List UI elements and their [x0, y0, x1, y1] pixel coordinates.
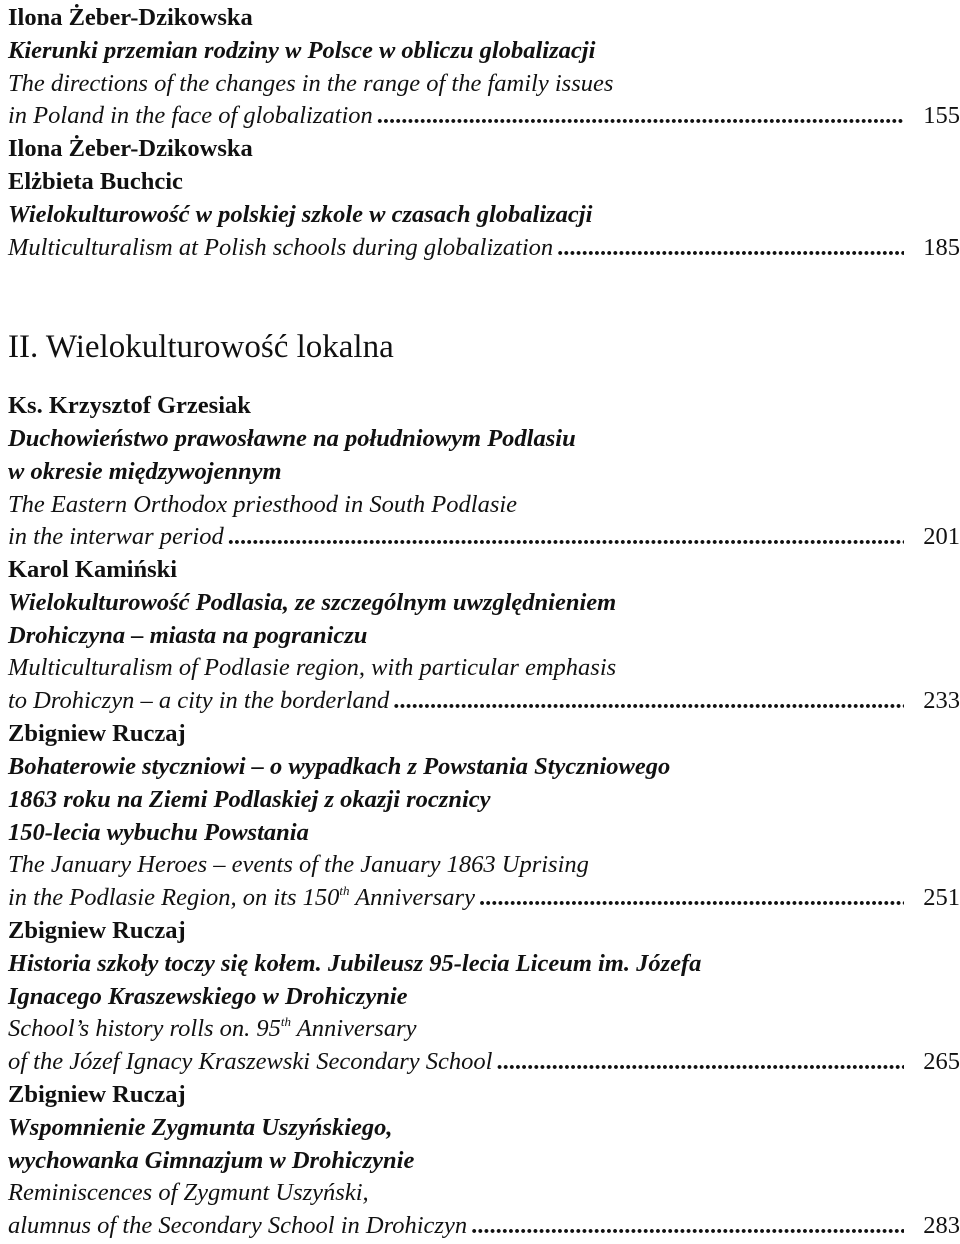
toc-entry-line [8, 685, 960, 717]
dot-leader [557, 232, 904, 264]
author-name: Karol Kamiński [8, 556, 178, 583]
entry-title-polish: Ignacego Kraszewskiego w Drohiczynie [8, 983, 408, 1010]
author-name: Ks. Krzysztof Grzesiak [8, 392, 251, 419]
dot-leader [471, 1210, 904, 1242]
dot-leader [228, 521, 904, 553]
entry-title-english: to Drohiczyn – a city in the borderland [8, 687, 390, 714]
toc-entry-line [8, 232, 960, 264]
entry-title-polish: Wspomnienie Zygmunta Uszyńskiego, [8, 1114, 393, 1141]
entry-title-english: of the Józef Ignacy Kraszewski Secondary School [8, 1048, 493, 1075]
entry-title-english: in the interwar period [8, 523, 224, 550]
dot-leader [496, 1046, 904, 1078]
author-name: Zbigniew Ruczaj [8, 720, 186, 747]
dot-leader [393, 685, 904, 717]
dot-leader [479, 882, 904, 914]
author-name: Ilona Żeber-Dzikowska [8, 135, 253, 162]
entry-title-polish: 150-lecia wybuchu Powstania [8, 819, 309, 846]
page-number: 201 [923, 523, 960, 550]
toc-entry-line [8, 100, 960, 132]
entry-title-polish: Historia szkoły toczy się kołem. Jubileusz 95-lecia Liceum im. Józefa [8, 950, 702, 977]
page-number: 283 [923, 1212, 960, 1239]
entry-title-polish: Drohiczyna – miasta na pograniczu [8, 622, 368, 649]
toc-entry-line [8, 1046, 960, 1078]
page-number: 251 [923, 884, 960, 911]
toc-entry-line [8, 1210, 960, 1242]
entry-title-english: alumnus of the Secondary School in Drohiczyn [8, 1212, 468, 1239]
entry-title-polish: Kierunki przemian rodziny w Polsce w obliczu globalizacji [8, 37, 596, 64]
entry-title-english: The directions of the changes in the range of the family issues [8, 70, 614, 97]
author-name: Zbigniew Ruczaj [8, 917, 186, 944]
author-name: Elżbieta Buchcic [8, 168, 183, 195]
entry-title-english: Multiculturalism at Polish schools during globalization [8, 234, 554, 261]
page-number: 185 [923, 234, 960, 261]
entry-title-english: School’s history rolls on. 95th Anniversary [8, 1014, 417, 1042]
author-name: Zbigniew Ruczaj [8, 1081, 186, 1108]
toc-entry-line [8, 521, 960, 553]
section-heading: II. Wielokulturowość lokalna [8, 329, 394, 365]
author-name: Ilona Żeber-Dzikowska [8, 4, 253, 31]
entry-title-english: The January Heroes – events of the January 1863 Uprising [8, 851, 589, 878]
entry-title-polish: Wielokulturowość Podlasia, ze szczególnym uwzględnieniem [8, 589, 617, 616]
entry-title-polish: w okresie międzywojennym [8, 458, 282, 485]
entry-title-polish: Wielokulturowość w polskiej szkole w czasach globalizacji [8, 201, 593, 228]
entry-title-english: Reminiscences of Zygmunt Uszyński, [8, 1179, 369, 1206]
entry-title-polish: wychowanka Gimnazjum w Drohiczynie [8, 1147, 415, 1174]
entry-title-polish: Duchowieństwo prawosławne na południowym Podlasiu [8, 425, 576, 452]
toc-entry-line [8, 882, 960, 914]
page-number: 265 [923, 1048, 960, 1075]
entry-title-english: The Eastern Orthodox priesthood in South Podlasie [8, 491, 518, 518]
page-number: 155 [923, 102, 960, 129]
entry-title-polish: Bohaterowie styczniowi – o wypadkach z Powstania Styczniowego [8, 753, 671, 780]
entry-title-english: Multiculturalism of Podlasie region, with particular emphasis [8, 654, 617, 681]
page-number: 233 [923, 687, 960, 714]
entry-title-english: in the Podlasie Region, on its 150th Anniversary [8, 883, 475, 911]
entry-title-english: in Poland in the face of globalization [8, 102, 373, 129]
entry-title-polish: 1863 roku na Ziemi Podlaskiej z okazji rocznicy [8, 786, 491, 813]
dot-leader [377, 100, 904, 132]
